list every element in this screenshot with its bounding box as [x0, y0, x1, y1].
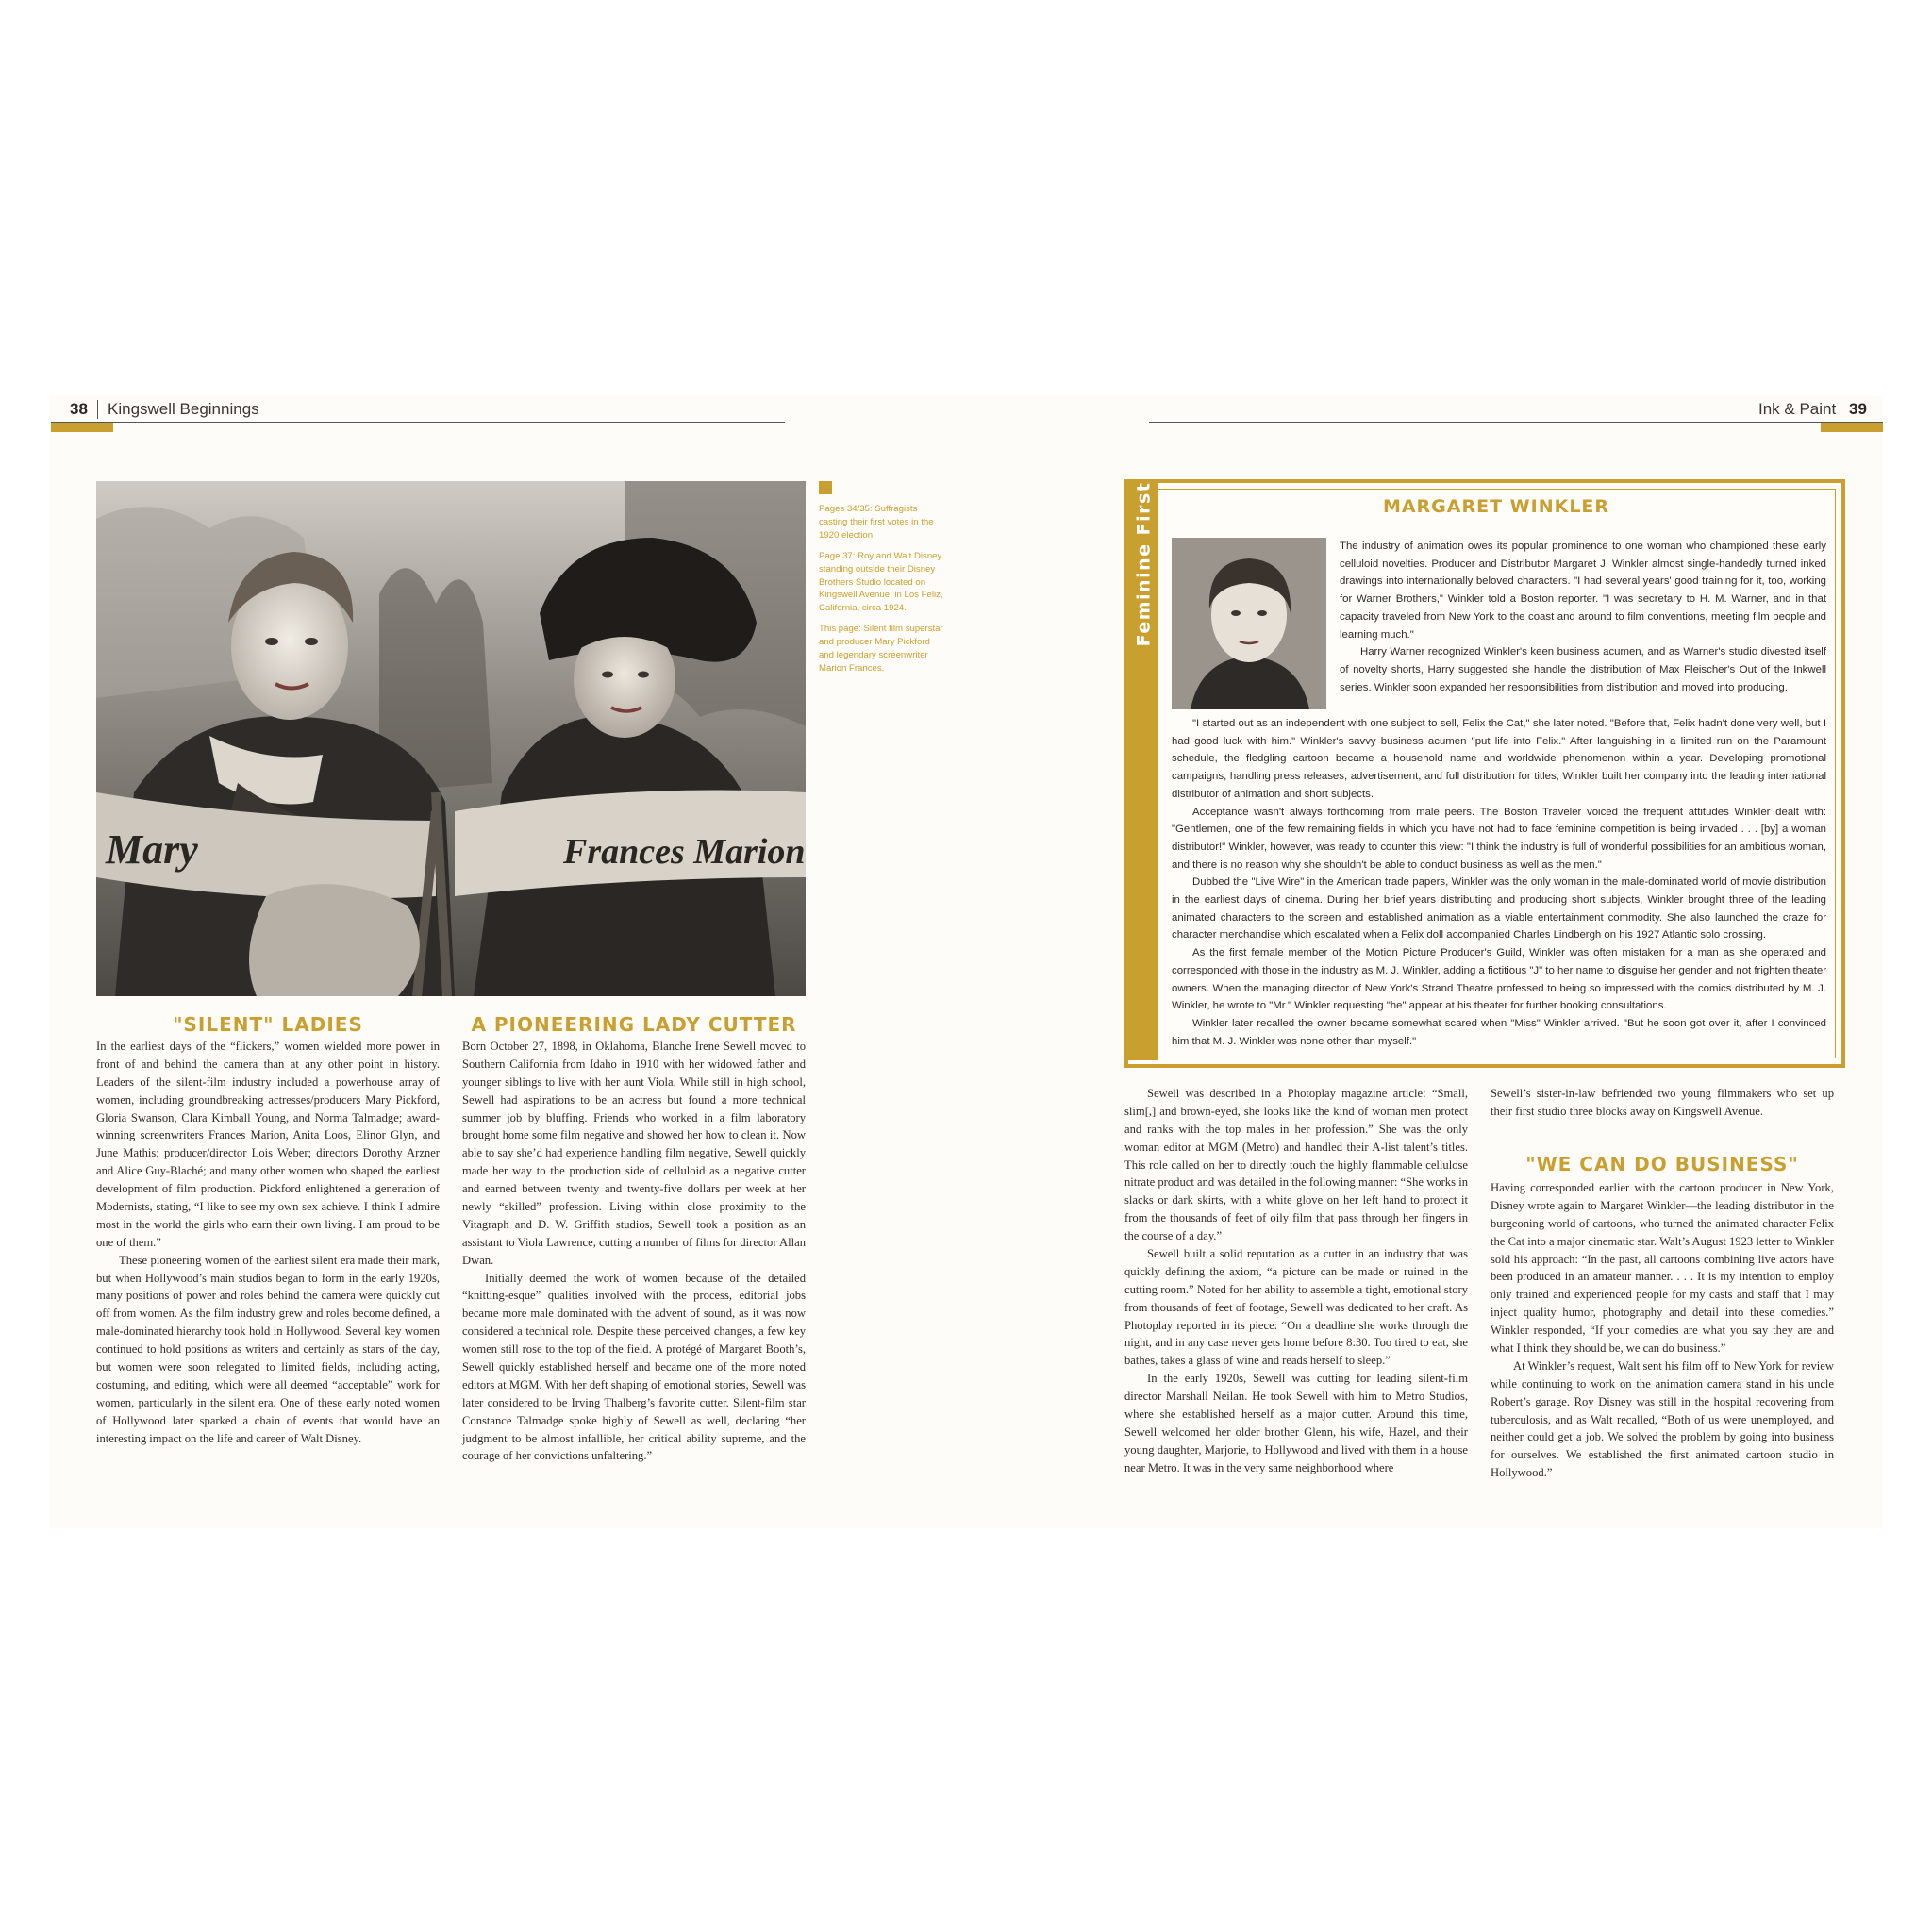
- right-gold-bar: [1821, 423, 1883, 432]
- paragraph: Harry Warner recognized Winkler's keen business acumen, and as Warner's studio divested itself of novelty shorts, Harry suggested she handle the distribution of Max Fleischer's Out of the Inkwell series. Winkler soon expanded her responsibilities from distribution and moved into producing.: [1340, 646, 1826, 693]
- paragraph: Dubbed the "Live Wire" in the American trade papers, Winkler was the only woman in the male-dominated world of movie distribution in the earliest days of cinema. During her brief years distributing and producing short subjects, Winkler brought three of the leading animated characters to the screen and established animation as a viable entertainment commodity. She also launched the craze for character merchandise which escalated when a Felix doll accompanied Charles Lindbergh on his 1927 Atlantic solo crossing.: [1172, 876, 1826, 941]
- sidebar-text-top: [1340, 538, 1826, 696]
- column-silent-ladies: [96, 1038, 440, 1447]
- paragraph: Sewell was described in a Photoplay magazine article: “Small, slim[,] and brown-eyed, she looks like the kind of woman men protect and ranks with the top males in her profession.” She was the only woman editor at MGM (Metro) and handled their A-list talent’s titles. This role called on her to directly touch the highly flammable cellulose nitrate product and was detailed in the following manner: “She works in slacks or dark skirts, with a white glove on her left hand to protect it from the thousands of feet of oily film that pass through her fingers in the course of a day.”: [1124, 1087, 1468, 1243]
- left-folio-separator: [97, 400, 98, 419]
- section-heading-we-can-do-business: "WE CAN DO BUSINESS": [1525, 1153, 1799, 1175]
- column-we-can-do-business-body: [1491, 1179, 1834, 1482]
- column-sewell-continued: [1124, 1085, 1468, 1477]
- caption-line: Page 37: Roy and Walt Disney standing outside their Disney Brothers Studio located on Kingswell Avenue, in Los Feliz, California, circa 1924.: [819, 550, 943, 614]
- caption-line: Pages 34/35: Suffragists casting their first votes in the 1920 election.: [819, 504, 934, 541]
- paragraph: Sewell built a solid reputation as a cutter in an industry that was quickly defining the axiom, “a picture can be made or ruined in the cutting room.” Noted for her ability to assemble a tight, emotional story from thousands of feet of footage, Sewell was dedicated to her craft. As Photoplay reported in its piece: “On a deadline she works through the night, and in any case never gets home before 8:30. Too tired to eat, she bathes, takes a glass of wine and reads herself to sleep.”: [1124, 1247, 1468, 1368]
- column-lady-cutter: [462, 1038, 806, 1465]
- left-header-rule: [51, 422, 785, 423]
- caption-marker: [819, 481, 832, 494]
- left-gold-bar: [51, 423, 113, 432]
- column-we-can-do-business: [1491, 1085, 1834, 1121]
- photo-pickford-marion: [96, 481, 806, 996]
- section-heading-lady-cutter: A PIONEERING LADY CUTTER: [471, 1013, 797, 1036]
- paragraph: Born October 27, 1898, in Oklahoma, Blanche Irene Sewell moved to Southern California from Idaho in 1910 with her widowed father and younger siblings to live with her aunt Viola. While still in high school, Sewell had aspirations to be an actress but found a more technical summer job by bluffing. Friends who worked in a film laboratory brought home some film negative and showed her how to clean it. Now able to say she’d had experience handling film negative, Sewell quickly made her way to the production side of celluloid as a negative cutter and earned between twenty and twenty-five dollars per week at her newly “skilled” profession. Living within close proximity to the Vitagraph and D. W. Griffith studios, Sewell took a position as an assistant to Viola Lawrence, cutting a number of films for director Allan Dwan.: [462, 1040, 806, 1267]
- caption-line: This page: Silent film superstar and producer Mary Pickford and legendary screenwriter Marion Frances.: [819, 624, 943, 674]
- paragraph: "I started out as an independent with one subject to sell, Felix the Cat," she later noted. "Before that, Felix hadn't done very well, but I had good luck with him." Winkler's savvy business acumen "put life into Felix." After languishing in a limited run on the Paramount schedule, the fledgling cartoon became a household name and worldwide phenomenon within a year. Developing promotional campaigns, handling press releases, advertisement, and full distribution for titles, Winkler built her company into the leading international distributor of animation and short subjects.: [1172, 718, 1826, 800]
- photo-caption: [819, 503, 945, 683]
- paragraph: Acceptance wasn't always forthcoming from male peers. The Boston Traveler voiced the frequent attitudes Winkler dealt with: "Gentlemen, one of the few remaining fields in which you have not had to face feminine competition is being invaded . . . [by] a woman distributor!" Winkler, however, was ready to counter this view: "I think the industry is full of wonderful possibilities for an ambitious woman, and there is no reason why she shouldn't be able to conduct business as well as the men.": [1172, 806, 1826, 871]
- paragraph: Sewell’s sister-in-law befriended two young filmmakers who set up their first studio three blocks away on Kingswell Avenue.: [1491, 1087, 1834, 1118]
- left-running-head: Kingswell Beginnings: [108, 400, 259, 418]
- paragraph: The industry of animation owes its popular prominence to one woman who championed these early celluloid novelties. Producer and Distributor Margaret J. Winkler almost single-handedly turned inked drawings into internationally beloved characters. "I had several years' good training for it, too, working for Warner Brothers," Winkler told a Boston reporter. "I was secretary to H. M. Warner, and in that capacity traveled from New York to the coast and around to film conventions, meeting film people and learning much.": [1340, 541, 1826, 641]
- right-header-rule: [1149, 422, 1883, 423]
- paragraph: These pioneering women of the earliest silent era made their mark, but when Hollywood’s main studios began to form in the early 1920s, many positions of power and roles behind the camera were quickly cut off from women. As the film industry grew and roles become defined, a male-dominated hierarchy took hold in Hollywood. Several key women continued to hold positions as writers and certainly as stars of the day, but women were soon relegated to limited fields, including acting, costuming, and editing, which were all deemed “acceptable” work for women, particularly in the silent era. One of these early noted women of Hollywood later sparked a chain of events that would have an interesting impact on the life and career of Walt Disney.: [96, 1253, 440, 1445]
- sidebar-text-bottom: [1172, 715, 1826, 1050]
- paragraph: At Winkler’s request, Walt sent his film off to New York for review while continuing to work on the animation camera stand in his uncle Robert’s garage. Roy Disney was still in the hospital recovering from tuberculosis, and as Walt recalled, “Both of us were unemployed, and neither could get a job. We solved the problem by going into business for ourselves. We established the first animated cartoon studio in Hollywood.”: [1491, 1358, 1834, 1480]
- paragraph: In the early 1920s, Sewell was cutting for leading silent-film director Marshall Neilan. He took Sewell with him to Metro Studios, where she established herself as a major cutter. Around this time, Sewell welcomed her older brother Glenn, his wife, Hazel, and their young daughter, Marjorie, to Hollywood and lived with them in a house near Metro. It was in the very same neighborhood where: [1124, 1372, 1468, 1474]
- portrait-illustration: [1172, 538, 1326, 709]
- sidebar-tab-label: Feminine First: [1132, 481, 1154, 647]
- chair-label-left: Mary: [106, 826, 198, 873]
- section-heading-silent-ladies: "SILENT" LADIES: [173, 1013, 363, 1036]
- sidebar-heading: MARGARET WINKLER: [1382, 496, 1610, 517]
- paragraph: Having corresponded earlier with the cartoon producer in New York, Disney wrote again to Margaret Winkler—the leading distributor in the burgeoning world of cartoons, who turned the animated character Felix the Cat into a major cinematic star. Walt’s August 1923 letter to Winkler sold his approach: “In the past, all cartoons combining live actors have been produced in an amateur manner. . . . It is my intention to employ only trained and experienced people for my casts and staff that I may inject quality humor, photography and detail into these comedies.” Winkler responded, “If your comedies are what you say they are and what I think they should be, we can do business.”: [1491, 1181, 1834, 1356]
- paragraph: As the first female member of the Motion Picture Producer's Guild, Winkler was often mistaken for a man as she operated and corresponded with those in the industry as M. J. Winkler, adding a fictitious "J" to her name to disguise her gender and not frighten theater owners. When the managing director of New York's Strand Theatre professed to being so impressed with the comics distributed by M. J. Winkler, he wrote to "Mr." Winkler requesting "he" appear at his theater for further booking consultations.: [1172, 947, 1826, 1012]
- paragraph: Winkler later recalled the owner became somewhat scared when "Miss" Winkler arrived. "But he soon got over it, after I convinced him that M. J. Winkler was none other than myself.": [1172, 1017, 1826, 1047]
- chair-label-right: Frances Marion: [563, 832, 806, 872]
- paragraph: Initially deemed the work of women because of the detailed “knitting-esque” qualities involved with the process, editorial jobs became more male dominated with the advent of sound, as it was now considered a technical role. Despite these perceived changes, a few key women still rose to the top of the field. A protégé of Margaret Booth’s, Sewell quickly established herself and became one of the more noted editors at MGM. With her deft shaping of emotional stories, Sewell was later considered to be Irving Thalberg’s favorite cutter. Silent-film star Constance Talmadge spoke highly of Sewell as well, declaring “her judgment to be almost infallible, her critical ability supreme, and the courage of her convictions unfaltering.”: [462, 1271, 806, 1463]
- right-page-number: 39: [1849, 400, 1867, 418]
- portrait-margaret-winkler: [1172, 538, 1326, 709]
- paragraph: In the earliest days of the “flickers,” women wielded more power in front of and behind the camera than at any other point in history. Leaders of the silent-film industry included a powerhouse array of women, including groundbreaking actresses/producers Mary Pickford, Gloria Swanson, Clara Kimball Young, and Norma Talmadge; award-winning screenwriters Frances Marion, Anita Loos, Elinor Glyn, and June Mathis; producer/director Lois Weber; directors Dorothy Arzner and Alice Guy-Blaché; and many other women who shaped the earliest development of film production. Pickford enlightened a generation of Modernists, stating, “I like to see my own sex achieve. I think I admire most in the world the girls who earn their own living. I am proud to be one of them.”: [96, 1040, 440, 1249]
- photo-illustration: [96, 481, 806, 996]
- left-page-number: 38: [70, 400, 88, 418]
- right-running-head: Ink & Paint: [1758, 400, 1837, 418]
